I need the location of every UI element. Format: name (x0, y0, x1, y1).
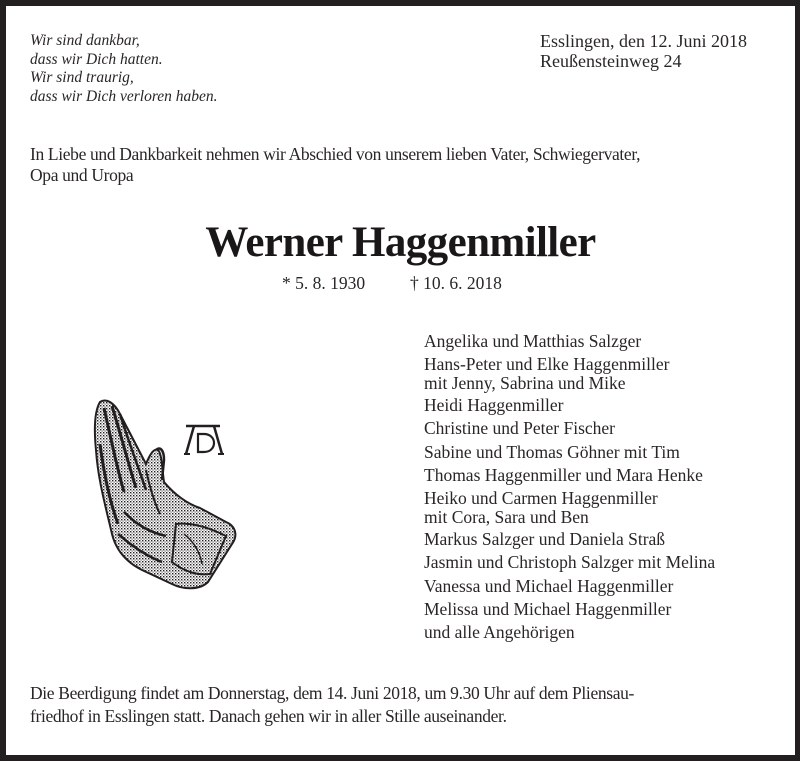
family-entry-line: Heiko und Carmen Haggenmiller (424, 488, 658, 509)
burial-line: friedhof in Esslingen statt. Danach gehen wir in aller Stille auseinander. (30, 705, 507, 726)
family-entry-line: Melissa und Michael Haggenmiller (424, 599, 672, 620)
birth-date: * 5. 8. 1930 (282, 273, 366, 293)
family-entry-line: Angelika und Matthias Salzger (424, 331, 642, 351)
praying-hands-icon (76, 384, 246, 594)
city-date: Esslingen, den 12. Juni 2018 (540, 31, 747, 51)
family-entry-line: Hans-Peter und Elke Haggenmiller (424, 354, 670, 375)
intro-line: Opa und Uropa (30, 164, 134, 185)
family-entry-line: Markus Salzger und Daniela Straß (424, 528, 666, 549)
family-entry (424, 441, 715, 464)
intro-text (30, 144, 790, 185)
poem-line: dass wir Dich hatten. (30, 50, 163, 68)
family-entry-line: Jasmin und Christoph Salzger mit Melina (424, 552, 716, 573)
family-entry (424, 394, 715, 417)
family-entry-line: Heidi Haggenmiller (424, 394, 564, 415)
family-entry (424, 621, 715, 644)
family-entry (424, 575, 715, 598)
poem-line: Wir sind traurig, (30, 69, 134, 87)
family-entry-line: Thomas Haggenmiller und Mara Henke (424, 465, 703, 486)
poem-line: dass wir Dich verloren haben. (30, 87, 218, 105)
family-entry (424, 598, 715, 621)
family-list (424, 330, 715, 645)
family-entry (424, 464, 715, 487)
family-entry-children: mit Jenny, Sabrina und Mike (424, 372, 626, 393)
deceased-name: Werner Haggenmiller (205, 219, 596, 266)
burial-line: Die Beerdigung findet am Donnerstag, dem 14. Juni 2018, um 9.30 Uhr auf dem Pliensau- (30, 683, 635, 703)
family-entry-line: Vanessa und Michael Haggenmiller (424, 575, 674, 596)
durer-monogram (184, 426, 224, 454)
family-entry (424, 353, 715, 392)
family-entry-line: Sabine und Thomas Göhner mit Tim (424, 441, 680, 462)
burial-notice (30, 682, 790, 727)
address: Reußensteinweg 24 (540, 51, 682, 71)
family-entry (424, 330, 715, 353)
family-entry-line: Christine und Peter Fischer (424, 418, 616, 439)
death-date: † 10. 6. 2018 (410, 273, 502, 293)
family-entry (424, 417, 715, 440)
family-entry (424, 551, 715, 574)
family-entry-children: mit Cora, Sara und Ben (424, 506, 589, 527)
family-entry (424, 487, 715, 526)
place-and-date (540, 31, 747, 71)
family-entry-line: und alle Angehörigen (424, 622, 575, 643)
family-entry (424, 528, 715, 551)
memorial-poem (30, 32, 218, 106)
intro-line: In Liebe und Dankbarkeit nehmen wir Abschied von unserem lieben Vater, Schwiegervater, (30, 144, 641, 164)
obituary-notice (6, 6, 795, 755)
poem-line: Wir sind dankbar, (30, 32, 140, 49)
